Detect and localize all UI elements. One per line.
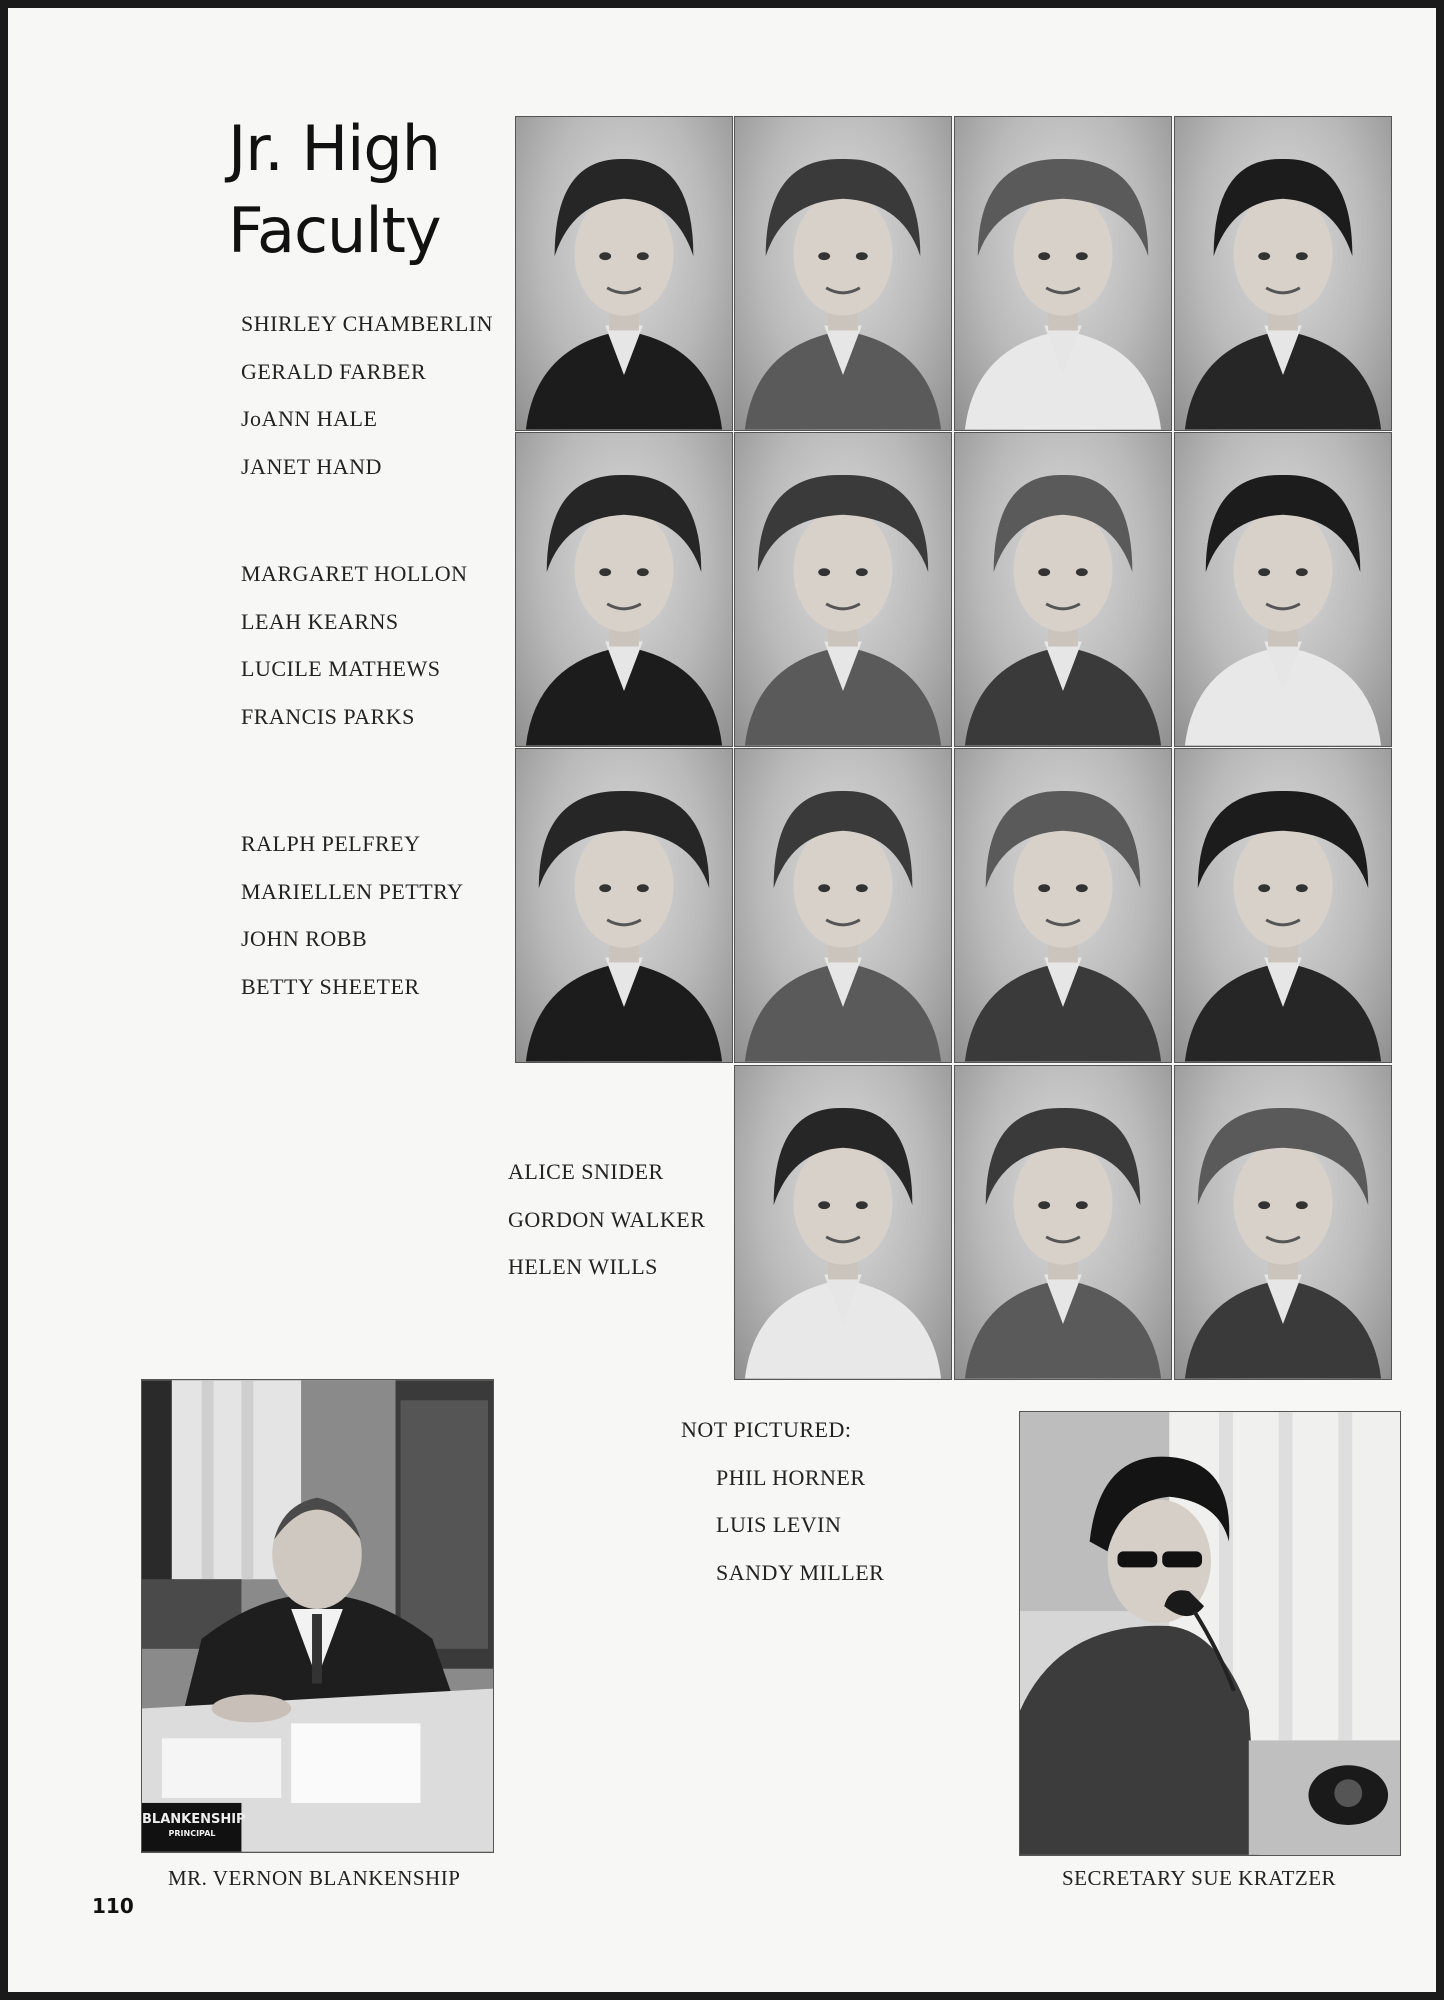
portrait-silhouette [735,749,951,1062]
nameplate-text: BLANKENSHIP [142,1812,246,1827]
portrait-silhouette [735,117,951,430]
portrait-silhouette [735,433,951,746]
faculty-name: JANET HAND [241,453,382,479]
faculty-name: MARGARET HOLLON [241,561,468,586]
secretary-photo [1019,1411,1401,1856]
faculty-portrait [734,116,952,431]
faculty-portrait [734,432,952,747]
name-list-row-1 [241,300,493,490]
faculty-name: HELEN WILLS [508,1254,658,1279]
faculty-portrait [1174,432,1392,747]
faculty-portrait [1174,748,1392,1063]
faculty-name: GORDON WALKER [508,1206,706,1232]
faculty-name: SHIRLEY CHAMBERLIN [241,311,494,336]
not-pictured-heading: NOT PICTURED: [681,1417,852,1442]
not-pictured-name: LUIS LEVIN [716,1512,842,1537]
name-list-row-3 [241,820,464,1010]
faculty-name: ALICE SNIDER [508,1159,664,1184]
portrait-silhouette [735,1066,951,1379]
faculty-portrait [515,116,733,431]
principal-photo [141,1379,494,1853]
faculty-name: MARIELLEN PETTRY [241,878,464,904]
nameplate-subtext: PRINCIPAL [168,1829,216,1838]
faculty-portrait [734,748,952,1063]
faculty-name: JOHN ROBB [241,926,368,951]
title-line-2: Faculty [228,194,441,267]
faculty-name: LEAH KEARNS [241,608,399,634]
faculty-portrait [1174,1065,1392,1380]
principal-illustration [142,1380,493,1852]
not-pictured-name: PHIL HORNER [716,1464,866,1490]
faculty-name: LUCILE MATHEWS [241,656,441,681]
portrait-silhouette [516,117,732,430]
faculty-portrait [1174,116,1392,431]
portrait-silhouette [516,433,732,746]
portrait-silhouette [1175,117,1391,430]
portrait-silhouette [1175,433,1391,746]
portrait-silhouette [1175,1066,1391,1379]
yearbook-page [8,8,1436,1992]
not-pictured-name: SANDY MILLER [716,1559,885,1585]
faculty-name: GERALD FARBER [241,358,427,384]
faculty-portrait [734,1065,952,1380]
title-line-1: Jr. High [228,112,440,185]
name-list-row-2 [241,550,467,740]
portrait-silhouette [955,1066,1171,1379]
faculty-portrait [954,748,1172,1063]
principal-nameplate [142,1812,246,1841]
faculty-name: RALPH PELFREY [241,831,421,856]
faculty-portrait [515,748,733,1063]
secretary-caption: SECRETARY SUE KRATZER [1062,1866,1337,1890]
faculty-name: FRANCIS PARKS [241,703,415,729]
faculty-name: JoANN HALE [241,406,378,431]
not-pictured-block [681,1406,884,1596]
portrait-silhouette [955,117,1171,430]
faculty-portrait [954,116,1172,431]
faculty-portrait [954,432,1172,747]
faculty-portrait [515,432,733,747]
faculty-name: BETTY SHEETER [241,973,420,999]
secretary-illustration [1020,1412,1400,1855]
page-number: 110 [92,1894,134,1918]
portrait-silhouette [955,433,1171,746]
principal-caption: MR. VERNON BLANKENSHIP [168,1866,461,1890]
name-list-row-4 [508,1148,705,1291]
portrait-silhouette [1175,749,1391,1062]
portrait-silhouette [516,749,732,1062]
portrait-silhouette [955,749,1171,1062]
faculty-portrait [954,1065,1172,1380]
page-title [228,108,441,272]
